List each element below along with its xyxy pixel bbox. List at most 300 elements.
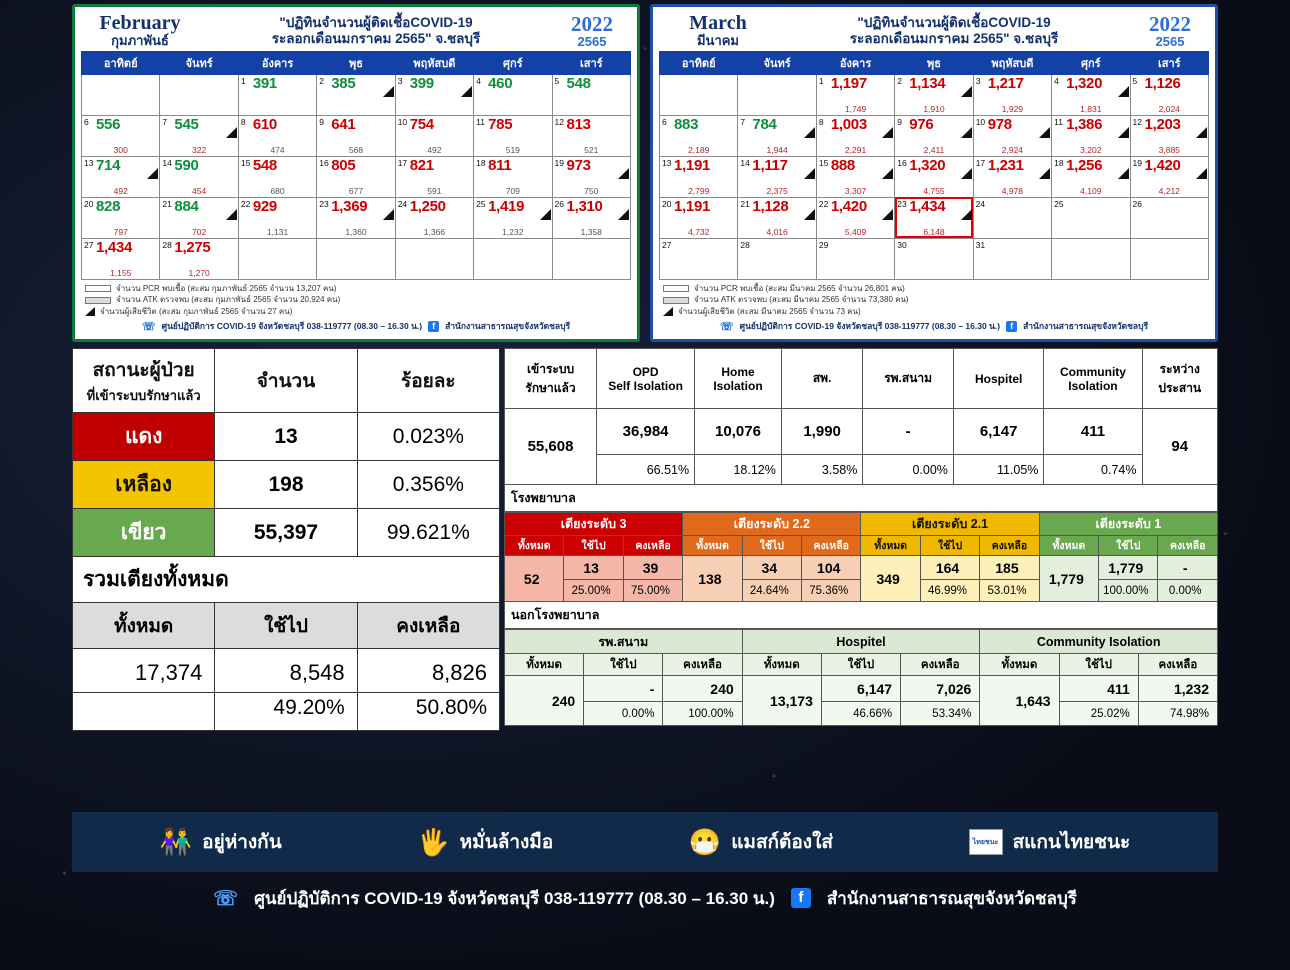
day-cell-content bbox=[895, 75, 972, 115]
day-cell-content bbox=[1131, 157, 1208, 197]
status-badge-yellow: เหลือง bbox=[73, 461, 215, 509]
weekday: อาทิตย์ bbox=[660, 51, 738, 74]
day-case-count: 1,434 bbox=[909, 197, 946, 215]
day-cell-content bbox=[317, 75, 394, 115]
day-case-count: 1,386 bbox=[1066, 115, 1103, 133]
day-atk-count: 1,360 bbox=[345, 226, 367, 237]
death-count: 2 bbox=[545, 212, 550, 222]
out-group-hospitel: Hospitel bbox=[742, 630, 980, 654]
day-case-count: 460 bbox=[488, 74, 513, 92]
day-cell-content bbox=[239, 198, 316, 238]
calendar-day-cell[interactable] bbox=[474, 156, 552, 197]
day-cell-content bbox=[1052, 198, 1129, 238]
calendar-day-cell[interactable] bbox=[238, 238, 316, 279]
day-number: 5 bbox=[1132, 75, 1138, 86]
day-atk-count: 6,148 bbox=[923, 226, 945, 237]
calendar-day-cell[interactable] bbox=[973, 74, 1051, 115]
calendar-header bbox=[659, 11, 1209, 51]
day-atk-count: 521 bbox=[584, 144, 599, 155]
calendar-day-cell[interactable] bbox=[895, 74, 973, 115]
day-number: 20 bbox=[84, 198, 94, 209]
calendar-day-cell[interactable] bbox=[474, 197, 552, 238]
bed-group-row bbox=[505, 513, 1218, 536]
calendar-day-cell[interactable] bbox=[238, 115, 316, 156]
day-number: 22 bbox=[240, 198, 251, 209]
calendar-day-cell[interactable] bbox=[238, 74, 316, 115]
calendar-day-cell[interactable] bbox=[317, 115, 395, 156]
calendar-day-cell[interactable] bbox=[160, 74, 238, 115]
death-triangle-icon bbox=[882, 168, 893, 179]
day-cell-content bbox=[660, 198, 737, 238]
day-number: 22 bbox=[818, 198, 829, 209]
calendar-day-cell[interactable] bbox=[552, 74, 630, 115]
day-atk-count: 1,749 bbox=[844, 103, 867, 114]
death-triangle-icon bbox=[618, 168, 629, 179]
day-cell-content bbox=[160, 239, 237, 279]
calendar-day-cell[interactable] bbox=[82, 197, 160, 238]
calendar-day-cell[interactable] bbox=[1052, 197, 1130, 238]
calendar-day-cell[interactable] bbox=[738, 74, 816, 115]
death-triangle-icon bbox=[618, 209, 629, 220]
day-cell-content bbox=[474, 198, 551, 238]
calendar-day-cell[interactable] bbox=[973, 197, 1051, 238]
bed-sub-remaining: คงเหลือ bbox=[980, 536, 1039, 556]
death-triangle-icon bbox=[961, 86, 972, 97]
death-triangle-icon bbox=[1039, 168, 1050, 179]
day-cell-content bbox=[474, 239, 551, 279]
day-case-count: 1,126 bbox=[1144, 74, 1181, 92]
calendar-title bbox=[195, 13, 557, 46]
calendar-table bbox=[659, 51, 1209, 280]
calendar-day-cell[interactable] bbox=[1052, 74, 1130, 115]
day-number: 9 bbox=[897, 116, 902, 127]
out-pct-5: 53.34% bbox=[901, 702, 980, 726]
calendar-day-cell[interactable] bbox=[474, 115, 552, 156]
death-count: 1 bbox=[1201, 130, 1206, 140]
calendar-day-cell[interactable] bbox=[552, 238, 630, 279]
day-case-count: 1,310 bbox=[566, 197, 603, 215]
calendar-day-cell[interactable] bbox=[895, 197, 973, 238]
beds-header-row bbox=[73, 603, 500, 649]
day-number: 24 bbox=[975, 198, 986, 209]
calendar-day-cell[interactable] bbox=[738, 115, 816, 156]
thaichana-icon: ไทยชนะ bbox=[969, 829, 1003, 855]
day-cell-content bbox=[553, 239, 630, 279]
day-case-count: 1,320 bbox=[1066, 74, 1103, 92]
day-cell-content bbox=[895, 239, 972, 279]
day-case-count: 1,320 bbox=[909, 156, 946, 174]
day-case-count: 1,275 bbox=[174, 238, 211, 256]
calendar-month bbox=[663, 13, 773, 48]
day-case-count: 1,003 bbox=[830, 115, 867, 133]
count-header: จำนวน bbox=[215, 349, 357, 413]
calendar-day-cell[interactable] bbox=[1130, 115, 1208, 156]
death-triangle-icon bbox=[540, 209, 551, 220]
day-cell-content bbox=[660, 75, 737, 115]
calendar-day-cell[interactable] bbox=[395, 74, 473, 115]
calendar-footer bbox=[81, 319, 631, 333]
bed-group-level22: เตียงระดับ 2.2 bbox=[683, 513, 861, 536]
death-count: 3 bbox=[388, 212, 393, 222]
day-atk-count: 5,409 bbox=[844, 226, 867, 237]
legend-swatch-pcr bbox=[663, 285, 689, 292]
day-number: 8 bbox=[818, 116, 824, 127]
day-atk-count: 1,155 bbox=[110, 267, 132, 278]
death-triangle-icon bbox=[961, 127, 972, 138]
day-case-count: 1,191 bbox=[674, 156, 711, 174]
day-cell-content bbox=[82, 116, 159, 156]
day-cell-content bbox=[553, 75, 630, 115]
calendar-day-cell[interactable] bbox=[660, 156, 738, 197]
day-number: 6 bbox=[662, 116, 667, 127]
calendar-day-cell[interactable] bbox=[82, 115, 160, 156]
calendar-day-cell[interactable] bbox=[82, 156, 160, 197]
day-atk-count: 709 bbox=[505, 185, 520, 196]
death-triangle-icon bbox=[882, 209, 893, 220]
day-cell-content bbox=[239, 157, 316, 197]
calendar-day-cell[interactable] bbox=[160, 238, 238, 279]
weekday: พฤหัสบดี bbox=[395, 51, 473, 74]
calendar-day-cell[interactable] bbox=[1052, 156, 1130, 197]
beds-total-title-row bbox=[73, 557, 500, 603]
death-triangle-icon bbox=[1196, 168, 1207, 179]
calendar-day-cell[interactable] bbox=[82, 238, 160, 279]
calendar-day-cell[interactable] bbox=[395, 197, 473, 238]
calendar-day-cell[interactable] bbox=[238, 156, 316, 197]
calendar-day-cell[interactable] bbox=[317, 197, 395, 238]
out-sub-used: ใช้ไป bbox=[821, 654, 900, 676]
bed-value-6: 349 bbox=[861, 556, 920, 602]
day-number: 14 bbox=[740, 157, 750, 168]
day-atk-count: 1,270 bbox=[188, 267, 210, 278]
day-number: 11 bbox=[476, 116, 485, 127]
death-count: 3 bbox=[1044, 130, 1050, 140]
calendar-day-cell[interactable] bbox=[816, 115, 894, 156]
calendar-day-cell[interactable] bbox=[1130, 238, 1208, 279]
day-cell-content bbox=[660, 116, 737, 156]
message-scan-thaichana bbox=[969, 827, 1131, 857]
bed-sub-all: ทั้งหมด bbox=[683, 536, 742, 556]
day-number: 25 bbox=[1054, 198, 1064, 209]
day-atk-count: 2,024 bbox=[1158, 103, 1180, 114]
day-number: 1 bbox=[818, 75, 824, 86]
day-cell-content bbox=[817, 116, 894, 156]
facebook-icon: f bbox=[791, 888, 811, 908]
calendar-day-cell[interactable] bbox=[317, 74, 395, 115]
calendar-day-cell[interactable] bbox=[816, 74, 894, 115]
calendar-day-cell[interactable] bbox=[552, 197, 630, 238]
bed-pct-5: 75.36% bbox=[802, 580, 861, 602]
death-count: 2 bbox=[887, 130, 893, 140]
calendar-day-cell[interactable] bbox=[474, 238, 552, 279]
bed-value-2: 39 bbox=[623, 556, 682, 580]
day-cell-content bbox=[895, 157, 972, 197]
day-cell-content bbox=[160, 157, 237, 197]
day-number: 26 bbox=[554, 198, 564, 209]
calendar-february bbox=[72, 4, 640, 342]
day-cell-content bbox=[1052, 116, 1129, 156]
day-case-count: 545 bbox=[174, 115, 199, 133]
day-cell-content bbox=[974, 75, 1051, 115]
calendar-day-cell[interactable] bbox=[82, 74, 160, 115]
bed-sub-used: ใช้ไป bbox=[1099, 536, 1158, 556]
day-cell-content bbox=[474, 157, 551, 197]
year-en: 2022 bbox=[1149, 12, 1191, 36]
title-line1: "ปฏิทินจำนวนผู้ติดเชื้อCOVID-19 bbox=[857, 15, 1051, 30]
status-count-green: 55,397 bbox=[215, 509, 357, 557]
calendar-day-cell[interactable] bbox=[660, 197, 738, 238]
calendar-body-mar bbox=[660, 74, 1209, 279]
face-mask-icon: 😷 bbox=[688, 826, 722, 857]
calendar-day-cell[interactable] bbox=[1130, 197, 1208, 238]
summary-pct-6: 0.74% bbox=[1044, 455, 1142, 485]
day-cell-content bbox=[160, 116, 237, 156]
calendar-day-cell[interactable] bbox=[1052, 238, 1130, 279]
calendar-year bbox=[557, 13, 627, 49]
beds-header-used: ใช้ไป bbox=[215, 603, 357, 649]
calendar-legend bbox=[659, 283, 1209, 318]
day-number: 28 bbox=[162, 239, 172, 250]
calendar-day-cell[interactable] bbox=[660, 74, 738, 115]
title-line1: "ปฏิทินจำนวนผู้ติดเชื้อCOVID-19 bbox=[279, 15, 473, 30]
summary-value-2: 10,076 bbox=[695, 409, 782, 455]
calendar-day-cell[interactable] bbox=[160, 197, 238, 238]
calendar-day-cell[interactable] bbox=[1052, 115, 1130, 156]
day-number: 27 bbox=[84, 239, 94, 250]
day-atk-count: 2,375 bbox=[766, 185, 788, 196]
system-panel bbox=[504, 348, 1218, 726]
beds-total-title: รวมเตียงทั้งหมด bbox=[73, 557, 500, 603]
day-number: 13 bbox=[84, 157, 94, 168]
day-cell-content bbox=[160, 198, 237, 238]
summary-value-3: 1,990 bbox=[781, 409, 862, 455]
calendar-day-cell[interactable] bbox=[660, 238, 738, 279]
calendar-day-cell[interactable] bbox=[552, 156, 630, 197]
day-case-count: 1,420 bbox=[830, 197, 867, 215]
phone-icon: ☏ bbox=[719, 320, 734, 333]
day-atk-count: 1,910 bbox=[923, 103, 945, 114]
summary-pct-1: 66.51% bbox=[597, 455, 695, 485]
day-cell-content bbox=[317, 116, 394, 156]
day-cell-content bbox=[1131, 239, 1208, 279]
death-count: 2 bbox=[623, 212, 628, 222]
bed-value-1: 13 bbox=[564, 556, 623, 580]
patient-status-panel bbox=[72, 348, 500, 731]
day-number: 27 bbox=[662, 239, 672, 250]
table-row bbox=[73, 413, 500, 461]
system-summary-table bbox=[504, 348, 1218, 485]
calendar-day-cell[interactable] bbox=[1130, 74, 1208, 115]
out-value-5: 7,026 bbox=[901, 676, 980, 702]
calendar-day-cell[interactable] bbox=[738, 156, 816, 197]
day-atk-count: 4,016 bbox=[766, 226, 788, 237]
calendar-day-cell[interactable] bbox=[816, 197, 894, 238]
year-en: 2022 bbox=[571, 12, 613, 36]
table-row bbox=[73, 509, 500, 557]
calendar-day-cell[interactable] bbox=[160, 156, 238, 197]
summary-pct-2: 18.12% bbox=[695, 455, 782, 485]
death-count: 3 bbox=[966, 212, 971, 222]
bed-sub-used: ใช้ไป bbox=[920, 536, 979, 556]
calendar-day-cell[interactable] bbox=[973, 115, 1051, 156]
calendar-day-cell[interactable] bbox=[160, 115, 238, 156]
day-number: 17 bbox=[975, 157, 986, 168]
day-atk-count: 454 bbox=[192, 185, 207, 196]
weekday-row bbox=[82, 51, 631, 74]
day-case-count: 883 bbox=[674, 115, 699, 133]
day-number: 25 bbox=[476, 198, 486, 209]
calendar-day-cell[interactable] bbox=[816, 156, 894, 197]
hospital-beds-table bbox=[504, 512, 1218, 602]
death-count: 1 bbox=[809, 171, 814, 181]
calendar-week-row bbox=[82, 156, 631, 197]
calendar-week-row bbox=[660, 238, 1209, 279]
calendar-day-cell[interactable] bbox=[816, 238, 894, 279]
calendar-week-row bbox=[82, 74, 631, 115]
day-cell-content bbox=[396, 198, 473, 238]
status-count-yellow: 198 bbox=[215, 461, 357, 509]
day-cell-content bbox=[553, 157, 630, 197]
summary-value-row bbox=[505, 409, 1218, 455]
day-cell-content bbox=[1052, 75, 1129, 115]
out-sub-used: ใช้ไป bbox=[1059, 654, 1138, 676]
calendar-day-cell[interactable] bbox=[1130, 156, 1208, 197]
calendar-day-cell[interactable] bbox=[317, 156, 395, 197]
day-number: 18 bbox=[1054, 157, 1064, 168]
day-cell-content bbox=[738, 75, 815, 115]
day-case-count: 548 bbox=[252, 156, 277, 174]
calendar-day-cell[interactable] bbox=[895, 156, 973, 197]
summary-value-0: 55,608 bbox=[505, 409, 597, 485]
out-group-community-isolation: Community Isolation bbox=[980, 630, 1218, 654]
death-count: 2 bbox=[388, 89, 393, 99]
calendar-day-cell[interactable] bbox=[395, 238, 473, 279]
calendar-day-cell[interactable] bbox=[895, 115, 973, 156]
day-cell-content bbox=[817, 239, 894, 279]
calendar-day-cell[interactable] bbox=[474, 74, 552, 115]
day-atk-count: 322 bbox=[192, 144, 207, 155]
calendar-day-cell[interactable] bbox=[238, 197, 316, 238]
day-cell-content bbox=[738, 239, 815, 279]
out-group-row bbox=[505, 630, 1218, 654]
day-cell-content bbox=[974, 198, 1051, 238]
day-number: 18 bbox=[476, 157, 486, 168]
title-line2: ระลอกเดือนมกราคม 2565" จ.ชลบุรี bbox=[849, 30, 1059, 46]
calendar-day-cell[interactable] bbox=[395, 115, 473, 156]
calendar-year bbox=[1135, 13, 1205, 49]
out-value-6: 1,643 bbox=[980, 676, 1059, 726]
beds-header-all: ทั้งหมด bbox=[73, 603, 215, 649]
message-wear-mask bbox=[689, 827, 833, 858]
calendar-week-row bbox=[82, 197, 631, 238]
day-atk-count: 3,885 bbox=[1158, 144, 1180, 155]
day-number: 23 bbox=[319, 198, 329, 209]
day-number: 2 bbox=[319, 75, 324, 86]
calendar-day-cell[interactable] bbox=[552, 115, 630, 156]
death-count: 2 bbox=[1044, 171, 1050, 181]
calendar-day-cell[interactable] bbox=[973, 238, 1051, 279]
calendar-day-cell[interactable] bbox=[895, 238, 973, 279]
day-cell-content bbox=[239, 75, 316, 115]
summary-pct-3: 3.58% bbox=[781, 455, 862, 485]
death-triangle-icon bbox=[147, 168, 158, 179]
legend-swatch-death bbox=[663, 307, 673, 316]
day-number: 16 bbox=[897, 157, 907, 168]
status-header bbox=[73, 349, 215, 413]
calendar-month bbox=[85, 13, 195, 48]
weekday: เสาร์ bbox=[552, 51, 630, 74]
calendar-day-cell[interactable] bbox=[317, 238, 395, 279]
status-badge-red: แดง bbox=[73, 413, 215, 461]
status-header-line2: ที่เข้าระบบรักษาแล้ว bbox=[86, 388, 201, 403]
day-case-count: 884 bbox=[174, 197, 199, 215]
footer-fb-text: สำนักงานสาธารณสุขจังหวัดชลบุรี bbox=[1023, 321, 1149, 332]
weekday-row bbox=[660, 51, 1209, 74]
day-case-count: 976 bbox=[909, 115, 934, 133]
day-cell-content bbox=[82, 75, 159, 115]
calendar-header bbox=[81, 11, 631, 51]
phone-icon: ☏ bbox=[213, 887, 239, 910]
weekday: อาทิตย์ bbox=[82, 51, 160, 74]
calendar-day-cell[interactable] bbox=[973, 156, 1051, 197]
day-cell-content bbox=[817, 198, 894, 238]
two-people-icon: 👫 bbox=[159, 826, 193, 857]
day-case-count: 1,203 bbox=[1144, 115, 1181, 133]
death-triangle-icon bbox=[226, 127, 237, 138]
day-cell-content bbox=[660, 239, 737, 279]
day-case-count: 1,434 bbox=[96, 238, 133, 256]
facebook-icon: f bbox=[428, 321, 439, 332]
day-number: 3 bbox=[397, 75, 403, 86]
beds-header-remaining: คงเหลือ bbox=[357, 603, 499, 649]
day-case-count: 1,419 bbox=[488, 197, 525, 215]
day-number: 12 bbox=[1132, 116, 1142, 127]
weekday: พุธ bbox=[895, 51, 973, 74]
day-number: 11 bbox=[1054, 116, 1063, 127]
day-number: 31 bbox=[975, 239, 986, 250]
day-number: 24 bbox=[397, 198, 408, 209]
beds-value-remaining: 8,826 bbox=[357, 649, 499, 693]
day-cell-content bbox=[239, 116, 316, 156]
bed-value-3: 138 bbox=[683, 556, 742, 602]
day-number: 9 bbox=[319, 116, 324, 127]
calendar-day-cell[interactable] bbox=[738, 197, 816, 238]
day-cell-content bbox=[1131, 198, 1208, 238]
bed-sub-all: ทั้งหมด bbox=[861, 536, 920, 556]
death-triangle-icon bbox=[383, 209, 394, 220]
hdr-l1: ระหว่าง bbox=[1159, 361, 1200, 376]
day-number: 7 bbox=[740, 116, 746, 127]
day-case-count: 1,250 bbox=[409, 197, 446, 215]
day-case-count: 1,197 bbox=[830, 74, 867, 92]
bed-pct-10: 100.00% bbox=[1099, 580, 1158, 602]
calendar-day-cell[interactable] bbox=[738, 238, 816, 279]
calendar-day-cell[interactable] bbox=[395, 156, 473, 197]
death-triangle-icon bbox=[961, 209, 972, 220]
bed-sub-remaining: คงเหลือ bbox=[623, 536, 682, 556]
day-number: 5 bbox=[554, 75, 560, 86]
day-atk-count: 1,929 bbox=[1001, 103, 1024, 114]
out-pct-1: 0.00% bbox=[584, 702, 663, 726]
calendar-day-cell[interactable] bbox=[660, 115, 738, 156]
death-triangle-icon bbox=[1118, 86, 1129, 97]
death-count: 2 bbox=[231, 212, 236, 222]
day-number: 29 bbox=[818, 239, 829, 250]
death-count: 2 bbox=[1123, 130, 1128, 140]
beds-pct-remaining: 50.80% bbox=[357, 693, 499, 731]
day-case-count: 556 bbox=[96, 115, 121, 133]
hdr-l1: เข้าระบบ bbox=[526, 361, 575, 376]
